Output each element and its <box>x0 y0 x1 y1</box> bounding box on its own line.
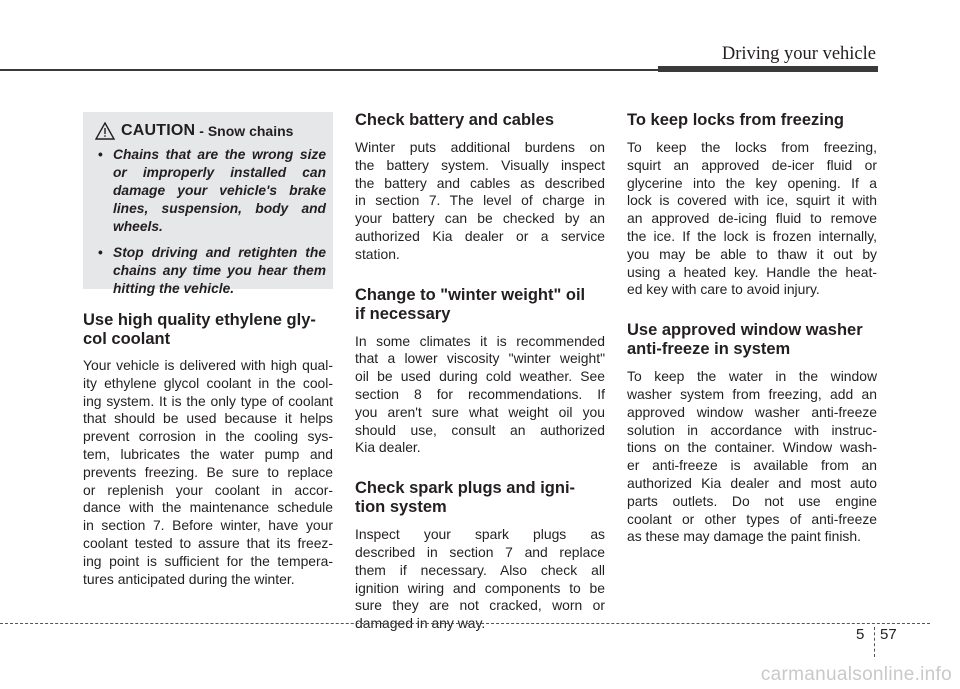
text-line: described in section 7 and replace <box>355 543 605 560</box>
text-line: To keep the locks from freezing, <box>627 139 877 155</box>
text-line: glycerine into the key opening. If a <box>627 174 877 191</box>
text-line: that should be used because it helps <box>83 410 333 427</box>
text-line: the battery system. Visually inspect <box>355 156 605 173</box>
text-line: tions on the container. Window wash- <box>627 439 877 456</box>
text-line: sure they are not cracked, worn or <box>355 597 605 614</box>
text-line: er anti-freeze is available from an <box>627 457 877 474</box>
text-line: them if necessary. Also check all <box>355 561 605 578</box>
text-line: damaged in any way. <box>355 615 486 632</box>
text-line: authorized Kia dealer or a service <box>355 227 605 244</box>
text-line: ity ethylene glycol coolant in the cool- <box>83 374 333 391</box>
text-line: that a lower viscosity "winter weight" <box>355 350 605 367</box>
watermark: carmanualsonline.info <box>760 664 952 685</box>
text-line: tures anticipated during the winter. <box>83 570 295 587</box>
text-line: coolant or other types of anti-freeze <box>627 510 877 527</box>
text-line: ing system. It is the only type of coolant <box>83 392 333 409</box>
text-line: the battery and cables as described <box>355 174 605 191</box>
text-line: you may be able to thaw it out by <box>627 245 877 262</box>
column-middle <box>355 111 605 633</box>
text-line: your battery can be checked by an <box>355 210 605 227</box>
text-line: In some climates it is recommended <box>355 332 605 349</box>
text-line: Winter puts additional burdens on <box>355 139 605 155</box>
text-line: you aren't sure what weight oil you <box>355 403 605 420</box>
text-line: To keep the water in the window <box>627 368 877 385</box>
warning-triangle-icon <box>95 122 115 140</box>
text-line: coolant tested to assure that its freez- <box>83 534 333 551</box>
caution-box <box>83 112 333 296</box>
text-line: dance with the maintenance schedule <box>83 499 333 516</box>
text-line: section 8 for recommendations. If <box>355 385 605 402</box>
footer-rule <box>0 623 930 624</box>
text-line: the ice. If the lock is frozen internally, <box>627 227 877 244</box>
text-line: should use, consult an authorized <box>355 421 605 438</box>
text-line: prevent corrosion in the cooling sys- <box>83 428 333 445</box>
text-line: Kia dealer. <box>355 439 421 456</box>
text-line: ed key with care to avoid injury. <box>627 281 820 298</box>
section-heading-battery: Check battery and cables <box>355 111 554 129</box>
section-heading-coolant: Use high quality ethylene gly- col coolant <box>83 311 316 348</box>
text-line: lock is covered with ice, squirt it with <box>627 192 877 209</box>
text-line: washer system from freezing, add an <box>627 385 877 402</box>
caution-list <box>91 146 326 298</box>
text-line: as these may damage the paint finish. <box>627 528 861 545</box>
text-line: parts outlets. Do not use engine <box>627 492 877 509</box>
text-line: or replenish your coolant in accor- <box>83 481 333 498</box>
text-line: approved window washer anti-freeze <box>627 403 877 420</box>
text-line: in section 7. The level of charge in <box>355 192 605 209</box>
section-body-spark <box>355 526 605 633</box>
text-line: Inspect your spark plugs as <box>355 526 605 543</box>
text-line: using a heated key. Handle the heat- <box>627 263 877 280</box>
section-heading-washer: Use approved window washer anti-freeze in system <box>627 321 863 359</box>
caution-item: • Chains that are the wrong size or improperly installed can damage your vehicle's brake lines, suspension, body and wheels. <box>91 146 326 236</box>
text-line: in section 7. Before winter, have your <box>83 517 333 534</box>
section-heading-locks: To keep locks from freezing <box>627 111 844 129</box>
text-line: squirt an approved de-icer fluid or <box>627 156 877 173</box>
text-line: authorized Kia dealer and most auto <box>627 474 877 491</box>
text-line: solution in accordance with instruc- <box>627 421 877 438</box>
running-header: Driving your vehicle <box>721 44 876 64</box>
section-heading-oil: Change to "winter weight" oil if necessary <box>355 285 586 323</box>
header-rule-accent <box>658 66 878 72</box>
text-line: prevents freezing. Be sure to replace <box>83 463 333 480</box>
section-body-oil <box>355 333 605 458</box>
text-line: ignition wiring and components to be <box>355 579 605 596</box>
page-number: 57 <box>880 626 897 643</box>
text-line: Your vehicle is delivered with high qual- <box>83 357 333 373</box>
caution-subtitle: - Snow chains <box>199 123 294 139</box>
section-body-coolant <box>83 357 333 588</box>
text-line: an approved de-icing fluid to remove <box>627 210 877 227</box>
column-right <box>627 111 877 546</box>
text-line: oil be used during cold weather. See <box>355 368 605 385</box>
section-heading-spark: Check spark plugs and igni- tion system <box>355 479 576 517</box>
text-line: station. <box>355 245 400 262</box>
text-line: ing point is sufficient for the tempera- <box>83 552 333 569</box>
text-line: tem, lubricates the water pump and <box>83 445 333 462</box>
section-body-locks <box>627 139 877 299</box>
caution-title: CAUTION <box>121 122 196 139</box>
chapter-number: 5 <box>856 626 865 643</box>
section-body-washer <box>627 368 877 546</box>
section-body-battery <box>355 139 605 264</box>
column-left <box>83 112 333 588</box>
caution-item: • Stop driving and retighten the chains any time you hear them hitting the vehicle. <box>91 244 326 298</box>
caution-header <box>91 122 326 140</box>
page-number-divider <box>874 627 875 657</box>
